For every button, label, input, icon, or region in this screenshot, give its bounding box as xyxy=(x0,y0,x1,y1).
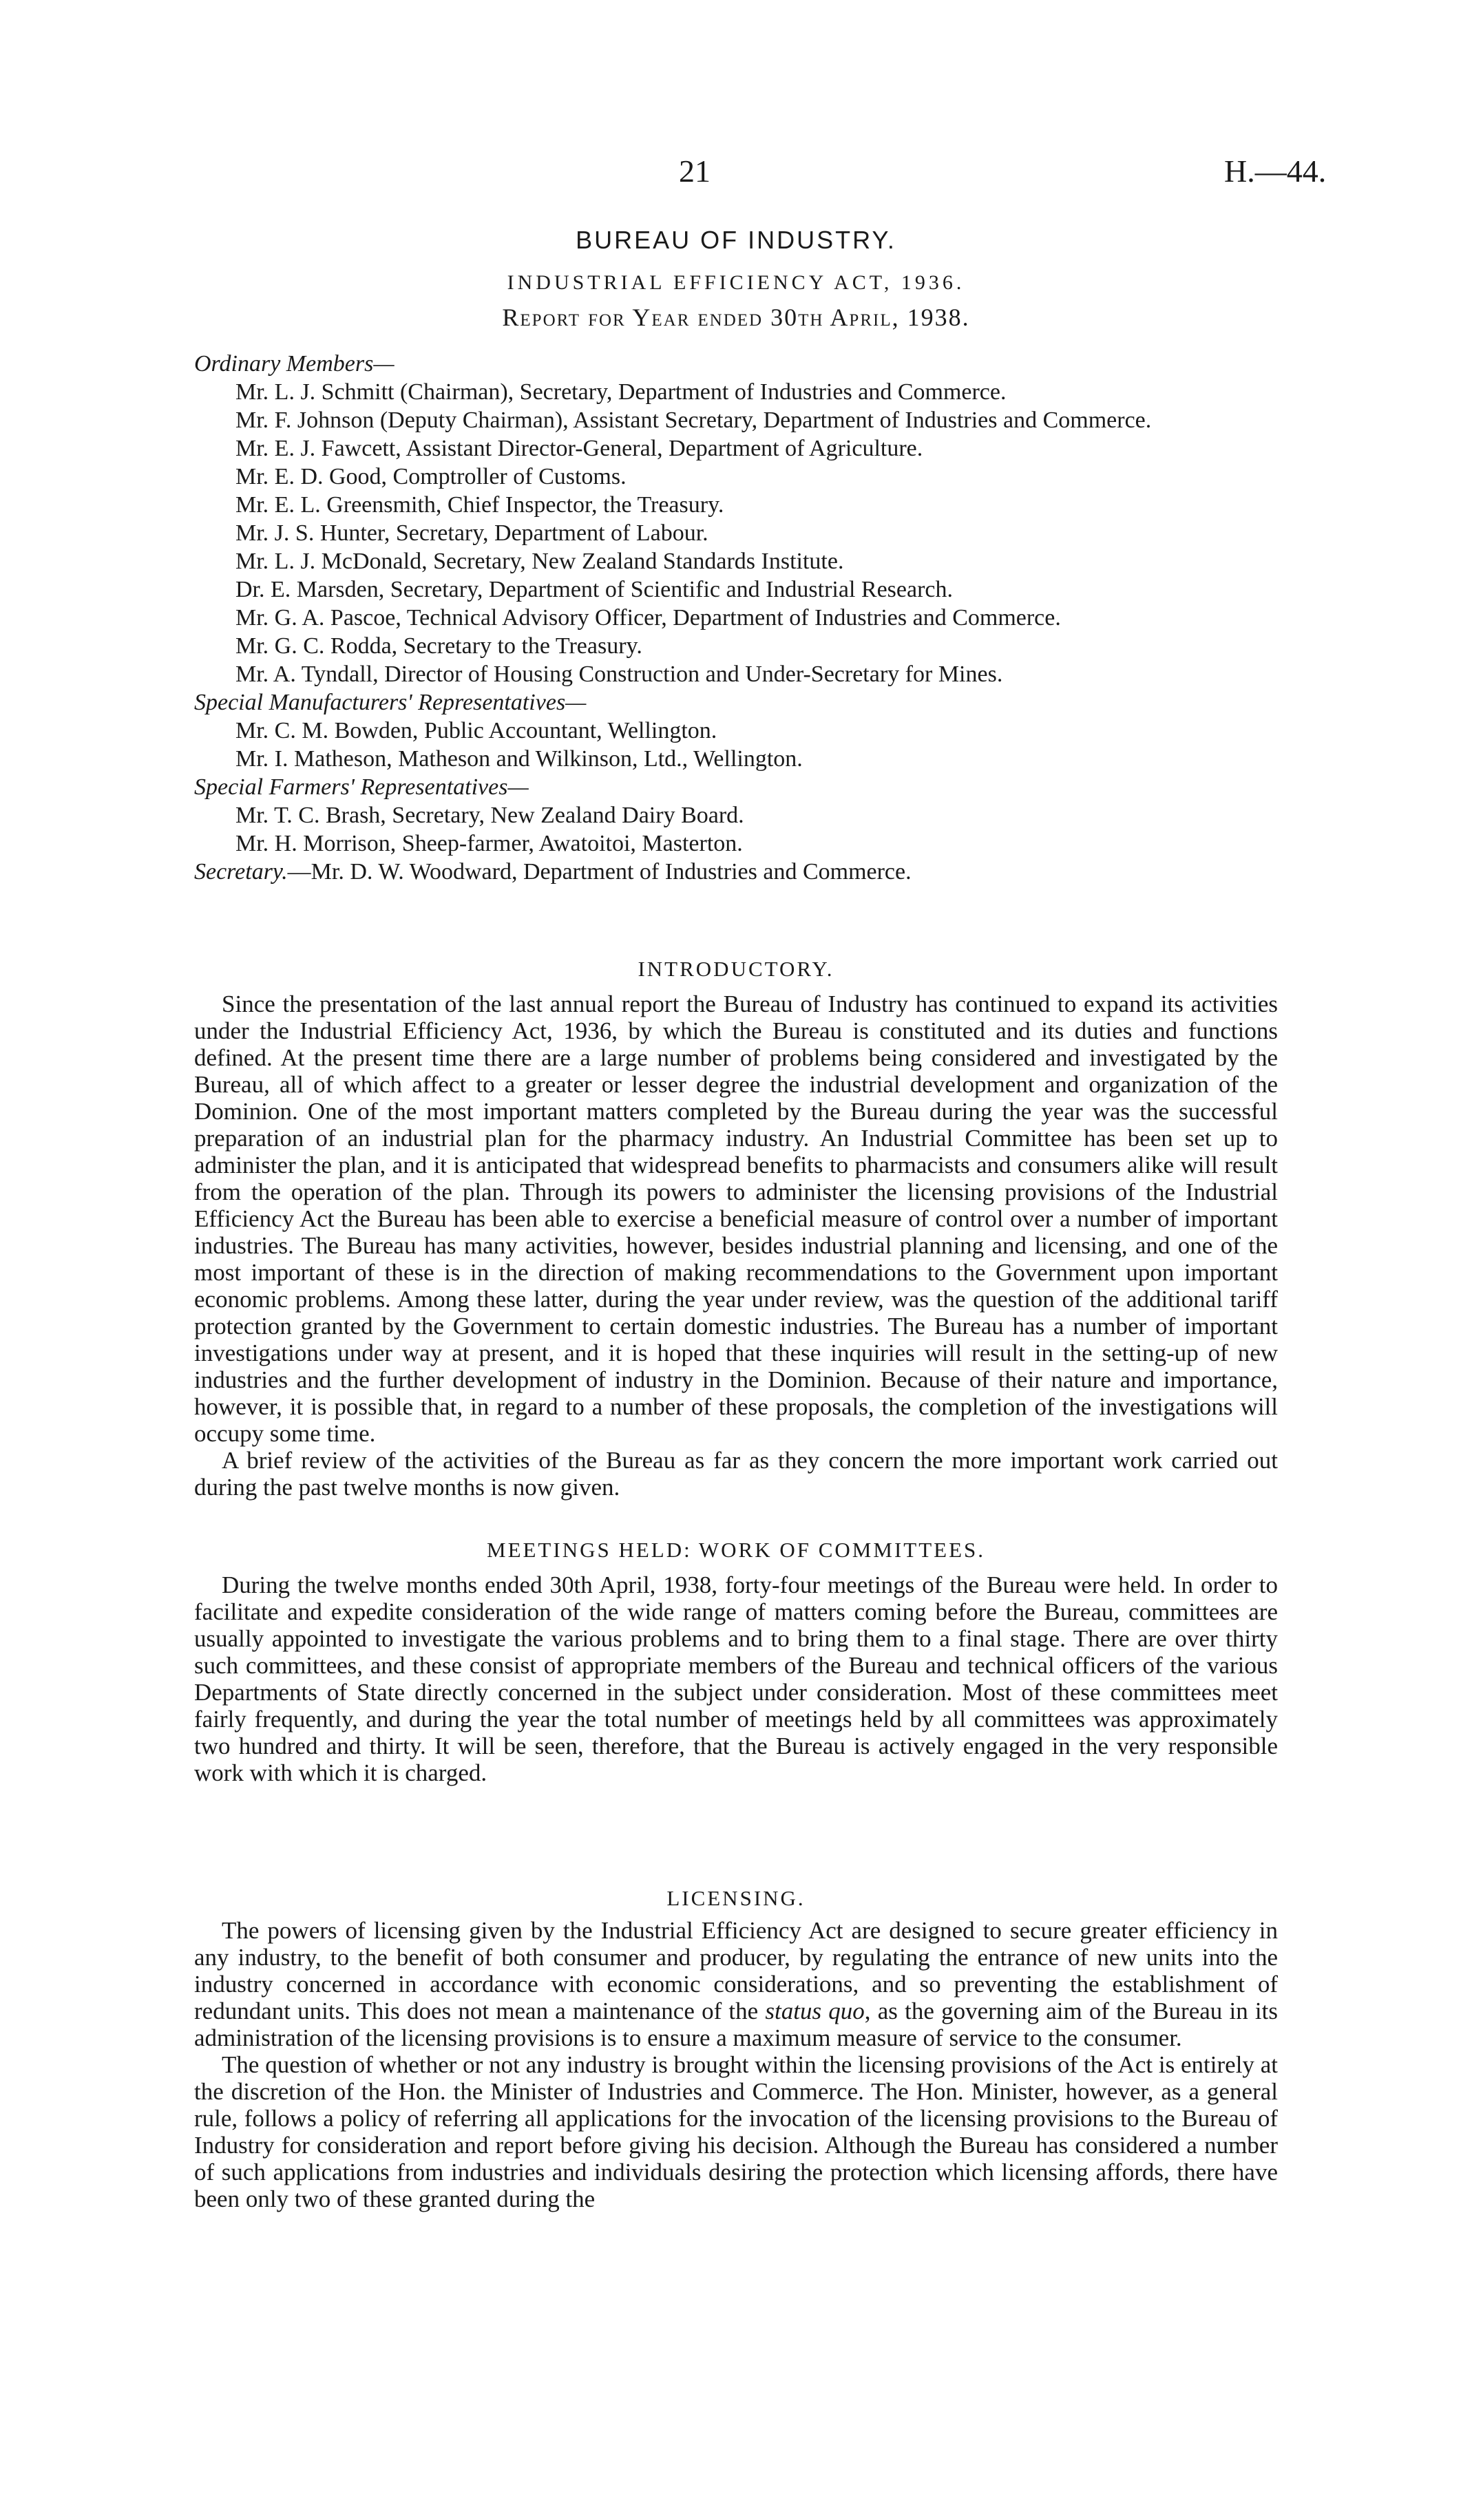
report-title: BUREAU OF INDUSTRY. xyxy=(576,226,896,254)
document-reference: H.—44. xyxy=(1224,153,1327,189)
member-entry: Mr. L. J. Schmitt (Chairman), Secretary, Department of Industries and Commerce. xyxy=(235,379,1007,405)
member-entry: Mr. I. Matheson, Matheson and Wilkinson, Ltd., Wellington. xyxy=(235,746,803,772)
member-entry: Mr. G. A. Pascoe, Technical Advisory Officer, Department of Industries and Commerce. xyxy=(235,605,1061,631)
italic-text-run: status quo xyxy=(765,1998,865,2024)
farmers-heading: Special Farmers' Representatives— xyxy=(194,774,529,800)
paragraph: Since the presentation of the last annual report the Bureau of Industry has continued to expand its activities under the Industrial Efficiency Act, 1936, by which the Bureau is constituted and its duties and functions defined. At the present time there are a large number of problems being considered and investigated by the Bureau, all of which affect to a greater or lesser degree the industrial development and organization of the Dominion. One of the most important matters completed by the Bureau during the year was the successful preparation of an industrial plan for the pharmacy industry. An Industrial Committee has been set up to administer the plan, and it is anticipated that widespread benefits to pharmacists and consumers alike will result from the operation of the plan. Through its powers to administer the licensing provisions of the Industrial Efficiency Act the Bureau has been able to exercise a beneficial measure of control over a number of important industries. The Bureau has many activities, however, besides industrial planning and licensing, and one of the most important of these is in the direction of making recommendations to the Government upon important economic problems. Among these latter, during the year under review, was the question of the additional tariff protection granted by the Government to certain domestic industries. The Bureau has a number of important investigations under way at present, and it is hoped that these inquiries will result in the setting-up of new industries and the further development of industry in the Dominion. Because of their nature and importance, however, it is possible that, in regard to a number of these proposals, the completion of the investigations will occupy some time. xyxy=(194,991,1278,1447)
member-entry: Mr. L. J. McDonald, Secretary, New Zealand Standards Institute. xyxy=(235,549,844,574)
member-entry: Mr. A. Tyndall, Director of Housing Construction and Under-Secretary for Mines. xyxy=(235,661,1003,687)
member-entry: Mr. J. S. Hunter, Secretary, Department of Labour. xyxy=(235,520,708,546)
secretary-label: Secretary. xyxy=(194,859,288,885)
act-subtitle: INDUSTRIAL EFFICIENCY ACT, 1936. xyxy=(507,271,965,294)
report-period-subtitle: Report for Year ended 30th April, 1938. xyxy=(502,304,970,331)
text-run: , as the governing aim of the Bureau in its administration of the licensing provisions is to ensure a maximum measure of service to the consumer. xyxy=(194,1998,1278,2051)
member-entry: Mr. H. Morrison, Sheep-farmer, Awatoitoi, Masterton. xyxy=(235,831,743,856)
licensing-heading: LICENSING. xyxy=(666,1886,806,1910)
paragraph: A brief review of the activities of the Bureau as far as they concern the more important work carried out during the past twelve months is now given. xyxy=(194,1447,1278,1501)
member-entry: Mr. T. C. Brash, Secretary, New Zealand Dairy Board. xyxy=(235,803,744,828)
member-entry: Mr. E. D. Good, Comptroller of Customs. xyxy=(235,464,627,489)
meetings-heading: MEETINGS HELD: WORK OF COMMITTEES. xyxy=(487,1538,985,1562)
member-entry: Mr. E. J. Fawcett, Assistant Director-General, Department of Agriculture. xyxy=(235,436,923,461)
member-entry: Mr. G. C. Rodda, Secretary to the Treasury. xyxy=(235,633,642,659)
introductory-heading: INTRODUCTORY. xyxy=(638,957,834,981)
text-run: The powers of licensing given by the Industrial Efficiency Act are designed to secure greater efficiency in any industry, to the benefit of both consumer and producer, by regulating the entrance of new units into the industry concerned in accordance with economic considerations, and so preventing the establishment of redundant units. This does not mean a maintenance of the xyxy=(194,1917,1278,2024)
paragraph: The question of whether or not any industry is brought within the licensing provisions of the Act is entirely at the discretion of the Hon. the Minister of Industries and Commerce. The Hon. Minister, however, as a general rule, follows a policy of referring all applications for the invocation of the licensing provisions to the Bureau of Industry for consideration and report before giving his decision. Although the Bureau has considered a number of such applications from industries and individuals desiring the protection which licensing affords, there have been only two of these granted during the xyxy=(194,2051,1278,2212)
members-list xyxy=(194,350,1365,886)
member-entry: Mr. F. Johnson (Deputy Chairman), Assistant Secretary, Department of Industries and Commerce. xyxy=(235,407,1152,433)
member-entry: Dr. E. Marsden, Secretary, Department of Scientific and Industrial Research. xyxy=(235,577,953,602)
paragraph xyxy=(194,1917,1278,2051)
secretary-line xyxy=(194,858,1365,886)
meetings-section xyxy=(194,1536,1278,1786)
paragraph: During the twelve months ended 30th April, 1938, forty-four meetings of the Bureau were held. In order to facilitate and expedite consideration of the wide range of matters coming before the Bureau, committees are usually appointed to investigate the various problems and to bring them to a final stage. There are over thirty such committees, and these consist of appropriate members of the Bureau and technical officers of the various Departments of State directly concerned in the subject under consideration. Most of these committees meet fairly frequently, and during the year the total number of meetings held by all committees was approximately two hundred and thirty. It will be seen, therefore, that the Bureau is actively engaged in the very responsible work with which it is charged. xyxy=(194,1571,1278,1786)
ordinary-members-heading: Ordinary Members— xyxy=(194,351,395,377)
secretary-text: —Mr. D. W. Woodward, Department of Industries and Commerce. xyxy=(287,859,912,885)
member-entry: Mr. E. L. Greensmith, Chief Inspector, the Treasury. xyxy=(235,492,724,518)
introductory-section xyxy=(194,955,1278,1501)
manufacturers-heading: Special Manufacturers' Representatives— xyxy=(194,690,587,715)
member-entry: Mr. C. M. Bowden, Public Accountant, Wellington. xyxy=(235,718,717,743)
licensing-section xyxy=(194,1885,1278,2212)
page-number: 21 xyxy=(679,153,711,189)
